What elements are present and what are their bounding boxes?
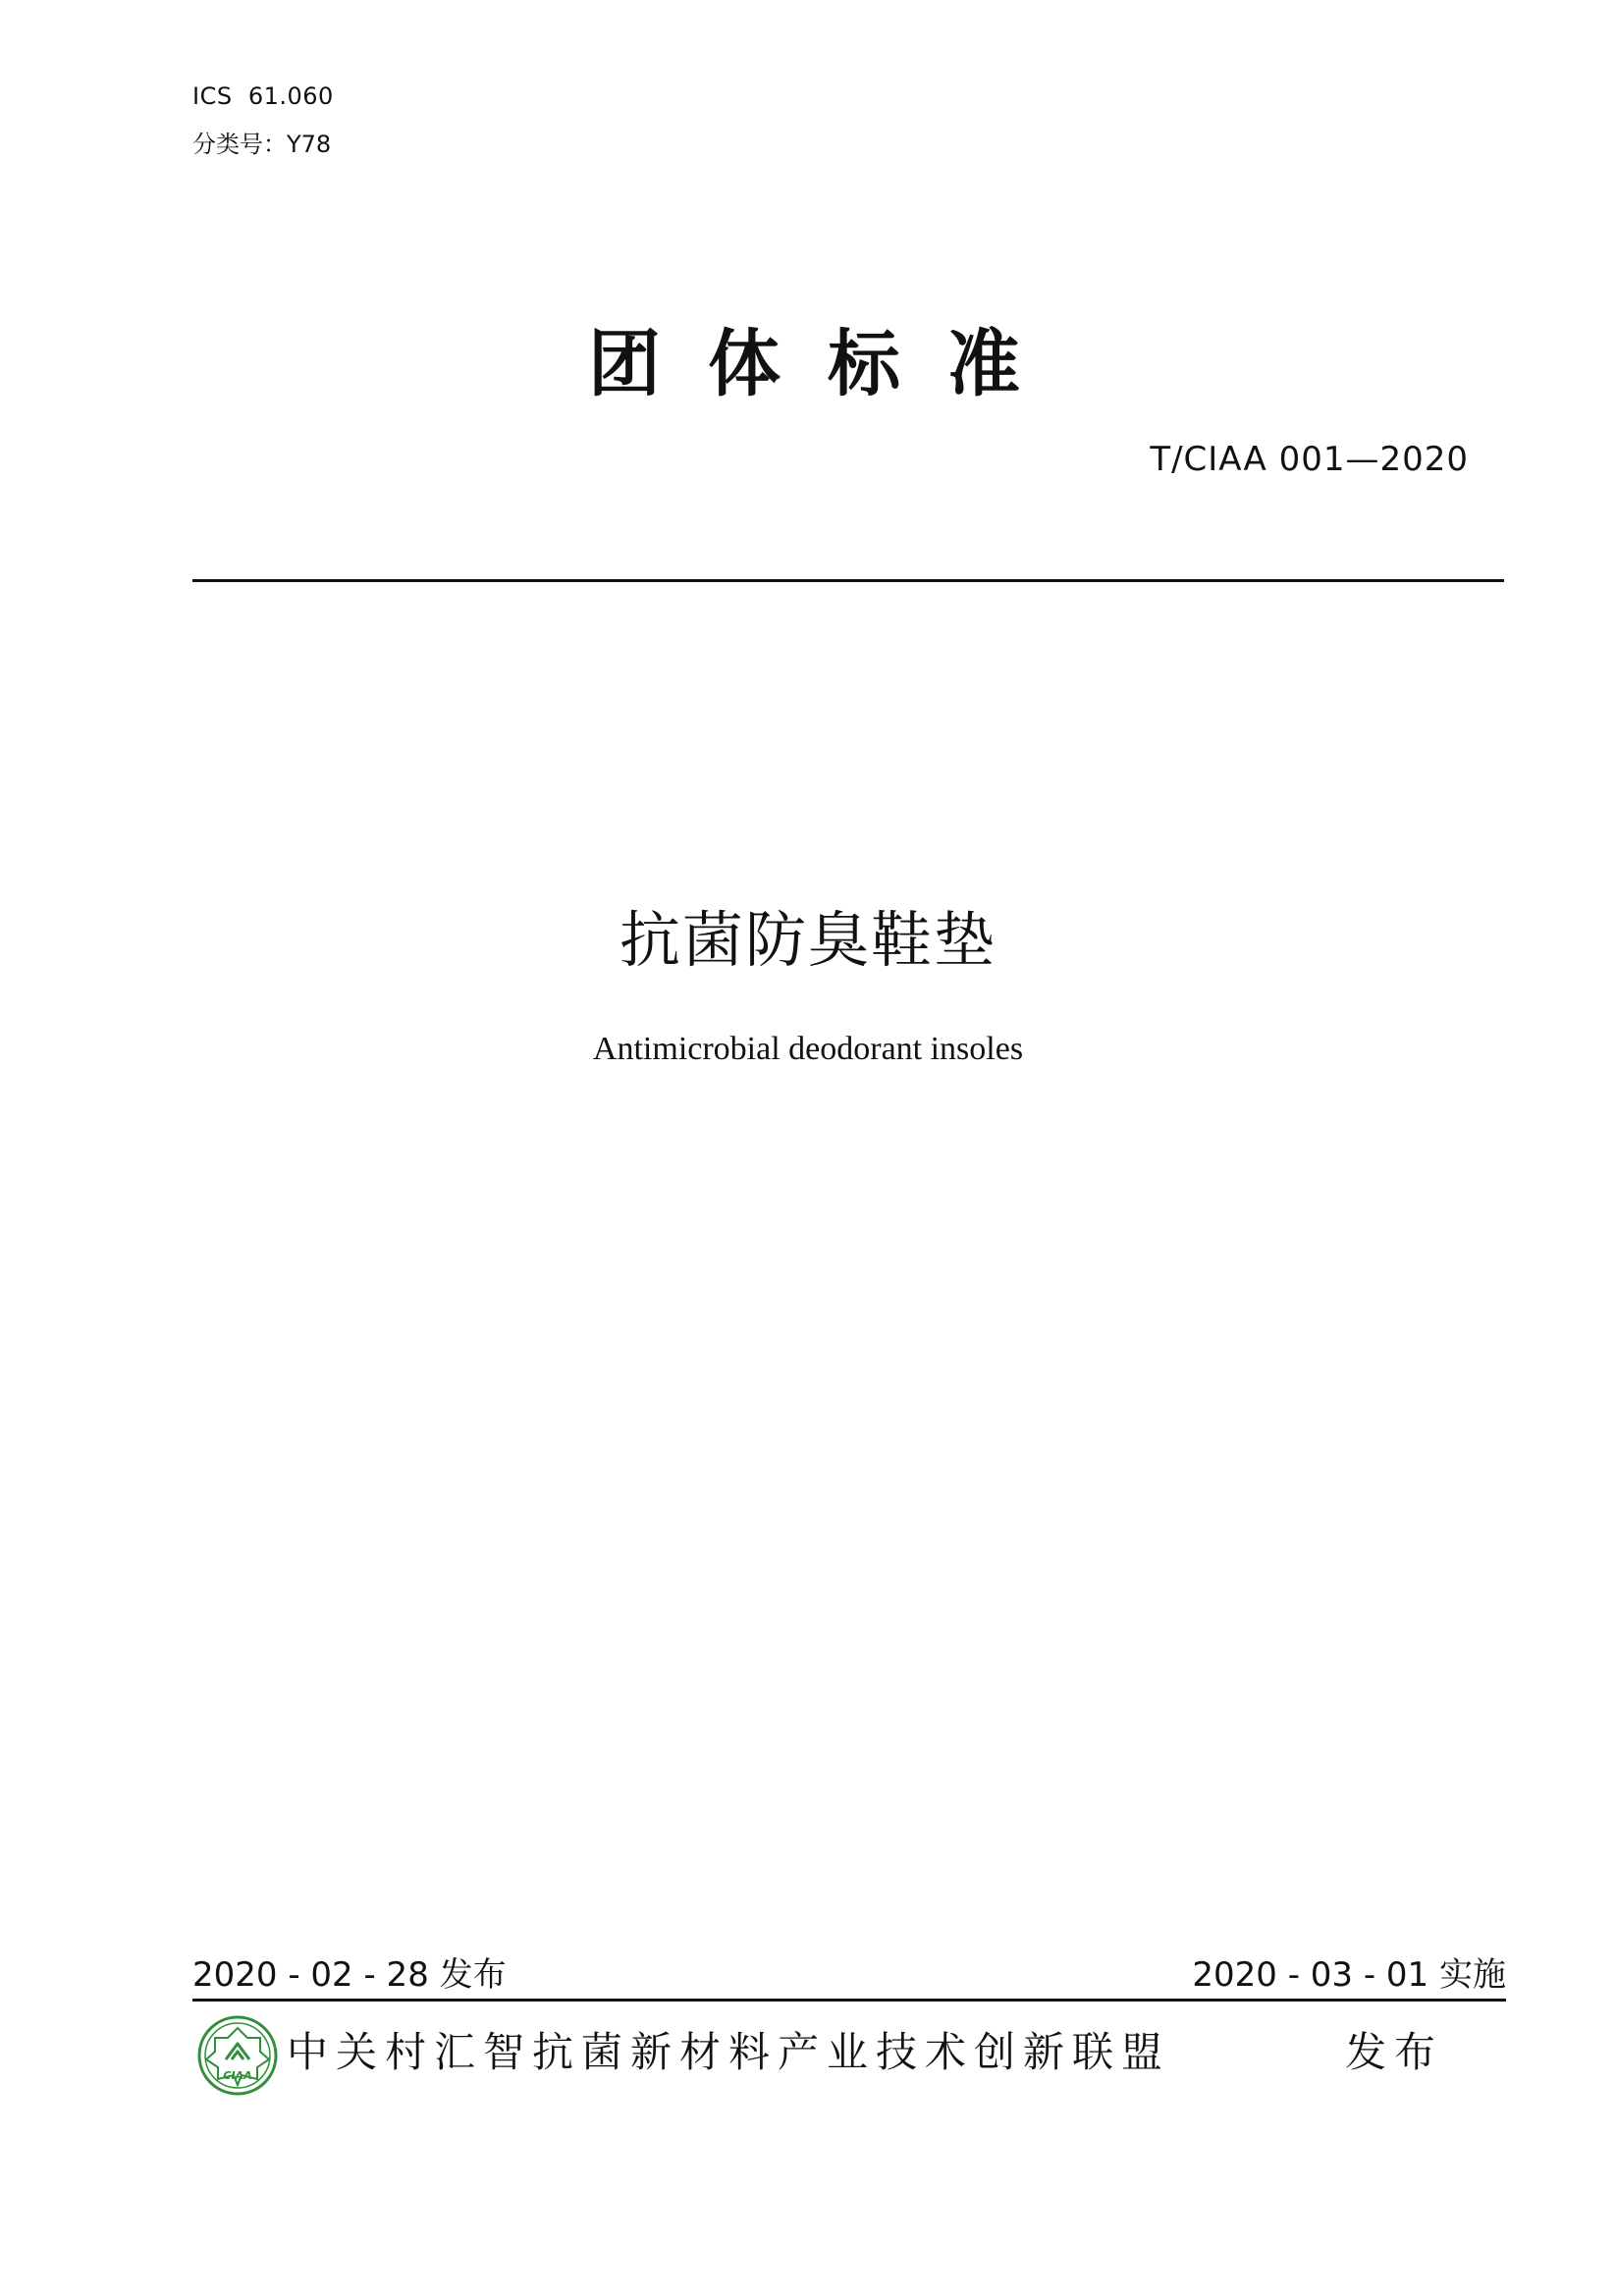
bottom-divider <box>192 1999 1506 2002</box>
standard-number: T/CIAA 001—2020 <box>1150 440 1469 479</box>
ics-code: ICS 61.060 <box>192 82 334 110</box>
document-title-english: Antimicrobial deodorant insoles <box>592 1031 1024 1067</box>
ciaa-logo-icon <box>196 2014 279 2097</box>
top-divider <box>192 579 1504 582</box>
issue-date: 2020 - 02 - 28 发布 <box>192 1955 507 1995</box>
classification-code: 分类号：Y78 <box>192 131 332 158</box>
implementation-date: 2020 - 03 - 01 实施 <box>1192 1955 1506 1995</box>
standard-type-heading: 团体标准 <box>588 322 1067 406</box>
svg-text:CIAA: CIAA <box>223 2069 252 2082</box>
document-title-chinese: 抗菌防臭鞋垫 <box>619 904 997 976</box>
publisher-name: 中关村汇智抗菌新材料产业技术创新联盟 <box>287 2028 1171 2076</box>
publish-label: 发布 <box>1345 2028 1444 2076</box>
